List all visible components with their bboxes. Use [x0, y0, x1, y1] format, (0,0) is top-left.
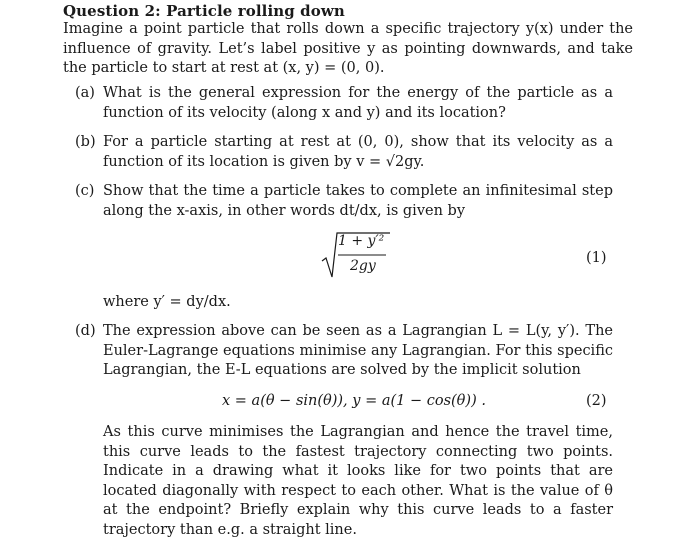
final-paragraph: As this curve minimises the Lagrangian and hence the travel time, this curve leads to the fastest trajectory connecting two points. Indicate in a drawing what it looks like for two points that are located diagonally with respect to each other. What is the value of θ at the endpoint? Briefly explain why this curve leads to a faster trajectory than e.g. a straight line.: [103, 424, 613, 538]
part-a-text: What is the general expression for the energy of the particle as a function of its velocity (along x and y) and its location?: [103, 85, 613, 121]
eq1-number: (1): [586, 250, 607, 266]
part-d-label: (d): [75, 323, 96, 339]
question-title: Question 2: Particle rolling down: [63, 2, 345, 20]
eq2-text: x = a(θ − sin(θ)), y = a(1 − cos(θ)) .: [222, 393, 486, 409]
part-b-label: (b): [75, 134, 96, 150]
part-b-text: For a particle starting at rest at (0, 0), show that its velocity as a function of its location is given by v = √2gy.: [103, 134, 613, 170]
part-c-text: Show that the time a particle takes to complete an infinitesimal step along the x-axis, in other words dt/dx, is given by: [103, 183, 613, 219]
intro-paragraph: Imagine a point particle that rolls down a specific trajectory y(x) under the influence of gravity. Let’s label positive y as pointing downwards, and take the particle to start at rest at (x, y) = (0, 0).: [63, 21, 633, 76]
eq1-denominator: 2gy: [350, 258, 376, 274]
part-a-label: (a): [75, 85, 95, 101]
eq2-number: (2): [586, 393, 607, 409]
eq1-numerator: 1 + y′²: [338, 233, 385, 249]
part-c-label: (c): [75, 183, 95, 199]
part-d-text: The expression above can be seen as a Lagrangian L = L(y, y′). The Euler-Lagrange equations minimise any Lagrangian. For this specific Lagrangian, the E-L equations are solved by the implicit solution: [103, 323, 613, 378]
where-text: where y′ = dy/dx.: [103, 294, 231, 310]
